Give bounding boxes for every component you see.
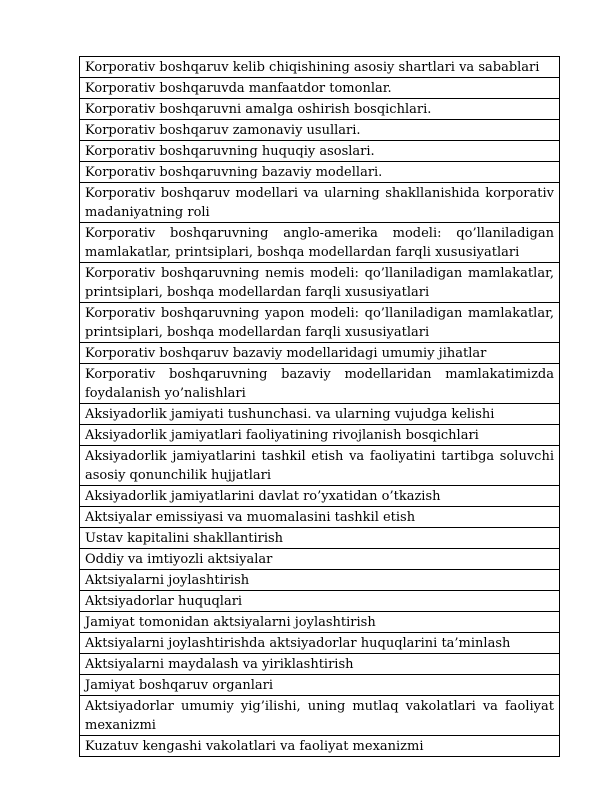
topic-cell: Kuzatuv kengashi vakolatlari va faoliyat mexanizmi (80, 736, 560, 757)
topics-table (79, 56, 560, 757)
topic-cell: Korporativ boshqaruvning yapon modeli: qo’llaniladigan mamlakatlar, printsiplari, boshqa modellardan farqli xususiyatlari (80, 303, 560, 343)
table-row (80, 570, 560, 591)
table-row (80, 446, 560, 486)
table-row (80, 486, 560, 507)
table-row (80, 78, 560, 99)
topic-cell: Korporativ boshqaruvning nemis modeli: qo’llaniladigan mamlakatlar, printsiplari, boshqa modellardan farqli xususiyatlari (80, 263, 560, 303)
topic-cell: Korporativ boshqaruv kelib chiqishining asosiy shartlari va sabablari (80, 57, 560, 78)
table-row (80, 183, 560, 223)
table-row (80, 364, 560, 404)
table-row (80, 591, 560, 612)
table-row (80, 162, 560, 183)
table-row (80, 654, 560, 675)
table-row (80, 99, 560, 120)
table-row (80, 612, 560, 633)
table-row (80, 141, 560, 162)
table-row (80, 549, 560, 570)
topic-cell: Korporativ boshqaruvni amalga oshirish bosqichlari. (80, 99, 560, 120)
topic-cell: Aksiyadorlik jamiyatlarini tashkil etish va faoliyatini tartibga soluvchi asosiy qonunchilik hujjatlari (80, 446, 560, 486)
table-row (80, 507, 560, 528)
topic-cell: Jamiyat tomonidan aktsiyalarni joylashtirish (80, 612, 560, 633)
table-row (80, 120, 560, 141)
table-row (80, 528, 560, 549)
topic-cell: Oddiy va imtiyozli aktsiyalar (80, 549, 560, 570)
table-row (80, 696, 560, 736)
topic-cell: Jamiyat boshqaruv organlari (80, 675, 560, 696)
table-row (80, 425, 560, 446)
topic-cell: Korporativ boshqaruv bazaviy modellaridagi umumiy jihatlar (80, 343, 560, 364)
topic-cell: Aksiyadorlik jamiyatlari faoliyatining rivojlanish bosqichlari (80, 425, 560, 446)
topic-cell: Aksiyadorlik jamiyatlarini davlat ro’yxatidan o’tkazish (80, 486, 560, 507)
table-row (80, 343, 560, 364)
topic-cell: Aktsiyalarni joylashtirish (80, 570, 560, 591)
table-row (80, 223, 560, 263)
table-row (80, 675, 560, 696)
topic-cell: Korporativ boshqaruvda manfaatdor tomonlar. (80, 78, 560, 99)
topic-cell: Aktsiyadorlar umumiy yig’ilishi, uning mutlaq vakolatlari va faoliyat mexanizmi (80, 696, 560, 736)
table-row (80, 303, 560, 343)
table-row (80, 57, 560, 78)
topic-cell: Korporativ boshqaruvning bazaviy modellari. (80, 162, 560, 183)
topic-cell: Korporativ boshqaruv modellari va ularning shakllanishida korporativ madaniyatning roli (80, 183, 560, 223)
table-row (80, 263, 560, 303)
topic-cell: Korporativ boshqaruvning bazaviy modellaridan mamlakatimizda foydalanish yo’nalishlari (80, 364, 560, 404)
topic-cell: Korporativ boshqaruv zamonaviy usullari. (80, 120, 560, 141)
topic-cell: Aksiyadorlik jamiyati tushunchasi. va ularning vujudga kelishi (80, 404, 560, 425)
topic-cell: Aktsiyadorlar huquqlari (80, 591, 560, 612)
table-row (80, 633, 560, 654)
topic-cell: Aktsiyalar emissiyasi va muomalasini tashkil etish (80, 507, 560, 528)
topic-cell: Korporativ boshqaruvning anglo-amerika modeli: qo’llaniladigan mamlakatlar, printsiplari, boshqa modellardan farqli xususiyatlari (80, 223, 560, 263)
topics-table-body (80, 57, 560, 757)
topic-cell: Ustav kapitalini shakllantirish (80, 528, 560, 549)
topic-cell: Korporativ boshqaruvning huquqiy asoslari. (80, 141, 560, 162)
table-row (80, 404, 560, 425)
table-row (80, 736, 560, 757)
topic-cell: Aktsiyalarni joylashtirishda aktsiyadorlar huquqlarini ta’minlash (80, 633, 560, 654)
topic-cell: Aktsiyalarni maydalash va yiriklashtirish (80, 654, 560, 675)
